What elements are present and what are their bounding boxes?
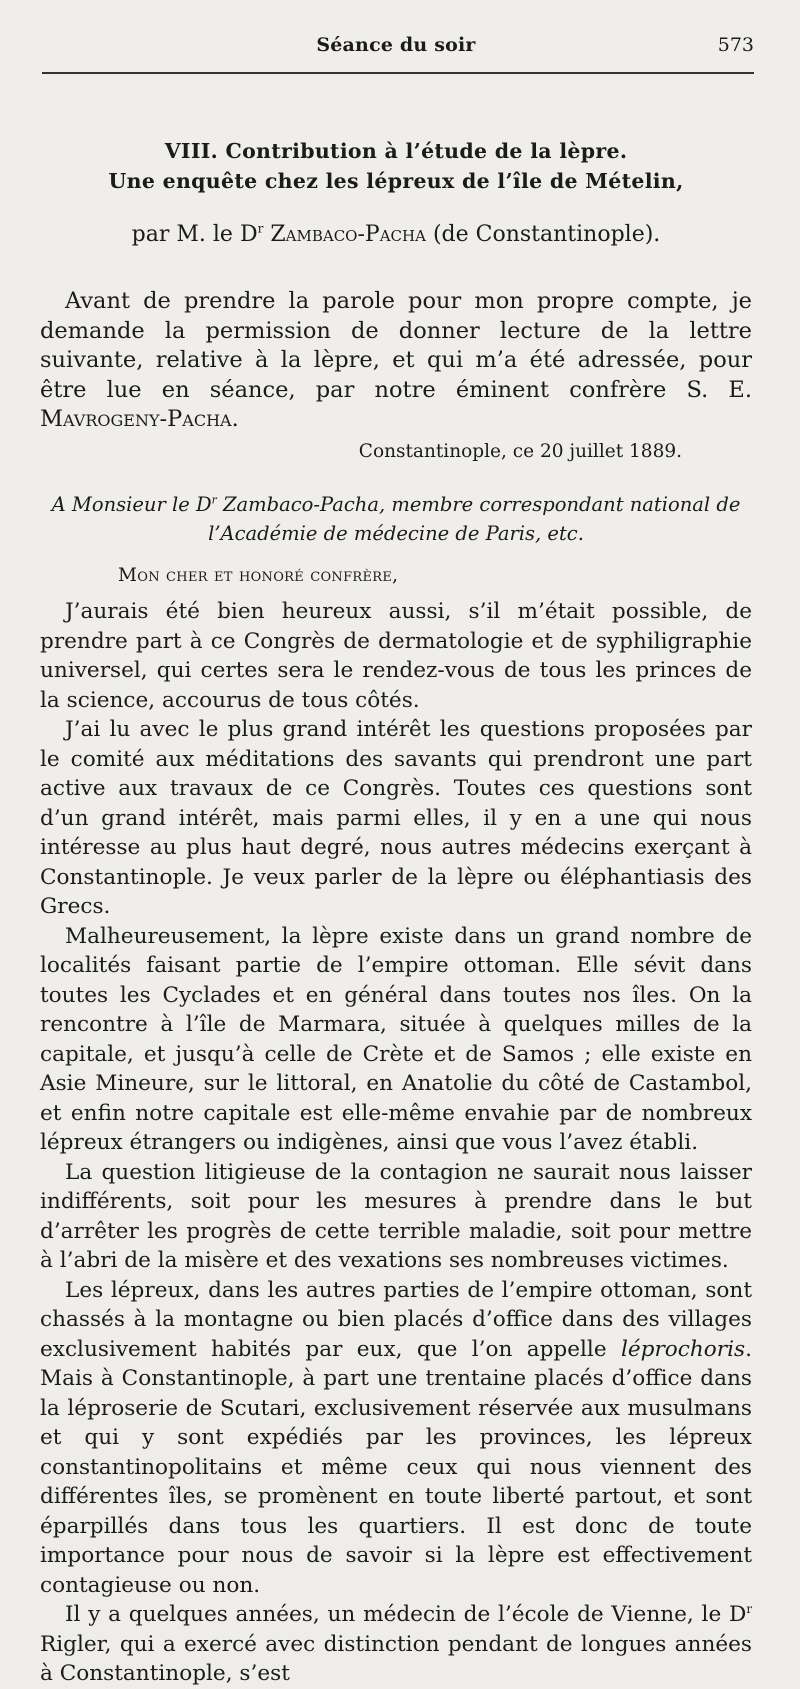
paragraph: La question litigieuse de la contagion ne saurait nous laisser indifférents, soit pour les mesures à prendre dans le but d’arrêter les progrès de cette terrible maladie, soit pour mettre à l’abri de la misère et des vexations ses nombreuses victimes.: [40, 1159, 752, 1273]
salutation: Mon cher et honoré confrère,: [118, 565, 399, 586]
dateline: Constantinople, ce 20 juillet 1889.: [358, 441, 682, 462]
paragraph: [40, 1600, 752, 1689]
address-sup: r: [211, 493, 217, 507]
p6-a: Il y a quelques années, un médecin de l’école de Vienne, le D: [65, 1602, 747, 1627]
p5-em: léprochoris: [620, 1336, 746, 1362]
author-name: Zambaco-Pacha: [270, 222, 426, 247]
section-heading-line-1: VIII. Contribution à l’étude de la lèpre.: [164, 139, 628, 163]
p6-b: Rigler, qui a exercé avec distinction pendant de longues années à Constantinople, s’est: [40, 1631, 752, 1686]
p5-b: . Mais à Constantinople, à part une trentaine placés d’office dans la léproserie de Scutari, exclusivement réservée aux musulmans et qui y sont expédiés par les provinces, les lépreux constantinopolitains et même ceux qui nous viennent des différentes îles, se promènent en toute liberté partout, et sont éparpillés dans tous les quartiers. Il est donc de toute importance pour nous de savoir si la lèpre est effectivement contagieuse ou non.: [40, 1336, 752, 1598]
running-head-title: Séance du soir: [316, 34, 476, 56]
header-rule: [42, 72, 754, 74]
paragraph: Malheureusement, la lèpre existe dans un grand nombre de localités faisant partie de l’empire ottoman. Elle sévit dans toutes les Cyclades et en général dans toutes nos îles. On la rencontre à l’île de Marmara, située à quelques milles de la capitale, et jusqu’à celle de Crète et de Samos ; elle existe en Asie Mineure, sur le littoral, en Anatolie du côté de Castambol, et enfin notre capitale est elle-même envahie par de nombreux lépreux étrangers ou indigènes, ainsi que vous l’avez établi.: [40, 923, 752, 1155]
section-heading-line-2: Une enquête chez les lépreux de l’île de Mételin,: [108, 169, 684, 193]
intro-end: .: [231, 406, 239, 433]
page-number: 573: [717, 34, 754, 56]
running-head: [38, 34, 754, 58]
byline-prefix: par M. le D: [131, 222, 258, 247]
address-prefix: A Monsieur le D: [51, 493, 212, 516]
p6-sup: r: [746, 1601, 752, 1616]
letter-body: [40, 597, 752, 1689]
address-text: Zambaco-Pacha, membre correspondant national de l’Académie de médecine de Paris, etc.: [208, 493, 741, 545]
letter-address: [40, 490, 752, 548]
paragraph: J’ai lu avec le plus grand intérêt les questions proposées par le comité aux méditations des savants qui prendront une part active aux travaux de ce Congrès. Toutes ces questions sont d’un grand intérêt, mais parmi elles, il y en a une qui nous intéresse au plus haut degré, nous autres médecins exerçant à Constantinople. Je veux parler de la lèpre ou éléphantiasis des Grecs.: [40, 717, 752, 919]
byline: [38, 222, 754, 247]
paragraph: [40, 1276, 752, 1601]
byline-sup: r: [257, 221, 264, 236]
intro-paragraph: [40, 287, 752, 435]
byline-suffix: (de Constantinople).: [432, 222, 661, 247]
intro-name: Mavrogeny-Pacha: [40, 406, 232, 433]
p5-a: Les lépreux, dans les autres parties de l’empire ottoman, sont chassés à la montagne ou bien placés d’office dans des villages exclusivement habités par eux, que l’on appelle: [40, 1277, 752, 1362]
intro-text: Avant de prendre la parole pour mon propre compte, je demande la permission de donner lecture de la lettre suivante, relative à la lèpre, et qui m’a été adressée, pour être lue en séance, par notre éminent confrère S. E.: [40, 288, 752, 403]
paragraph: J’aurais été bien heureux aussi, s’il m’était possible, de prendre part à ce Congrès de dermatologie et de syphiligraphie universel, qui certes sera le rendez-vous de tous les princes de la science, accourus de tous côtés.: [40, 599, 752, 713]
